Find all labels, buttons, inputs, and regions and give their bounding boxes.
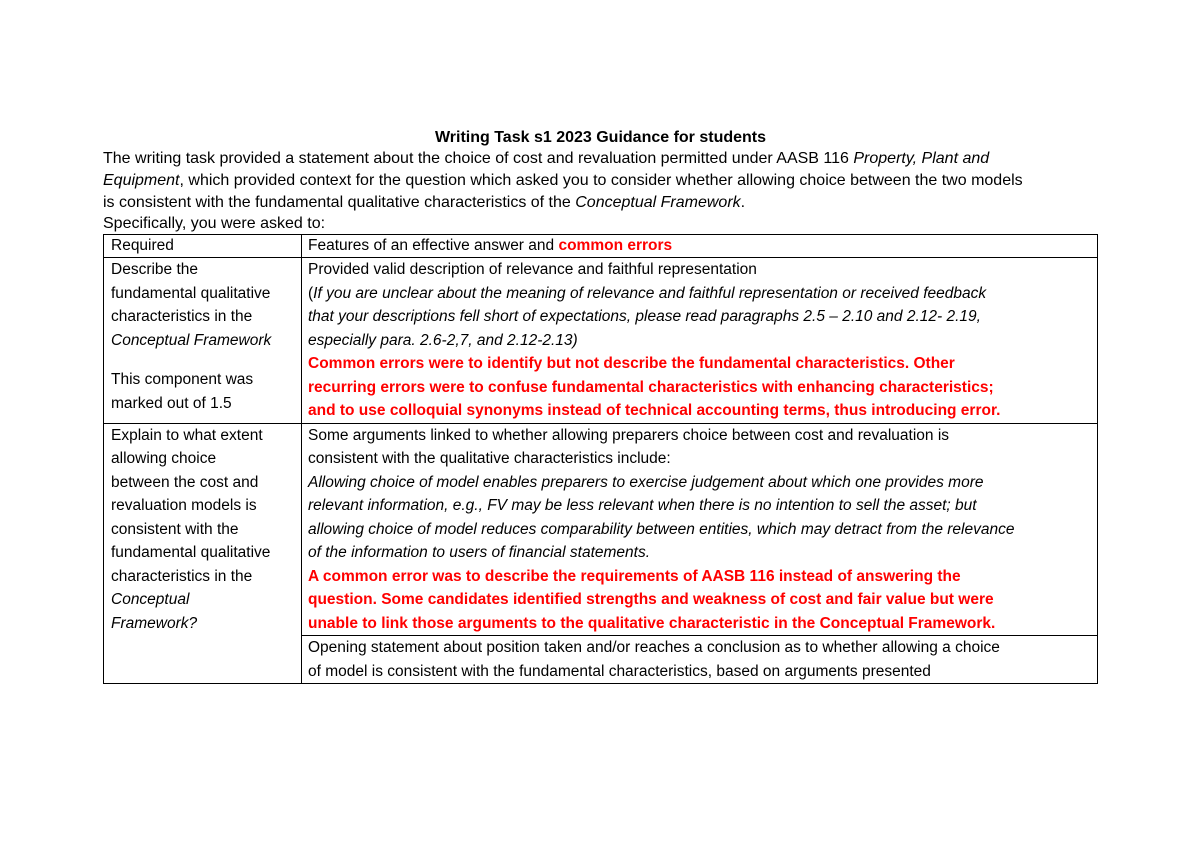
intro-line: is consistent with the fundamental qualitative characteristics of the Conceptual Framework. bbox=[103, 194, 746, 211]
common-error-text: recurring errors were to confuse fundamental characteristics with enhancing characteristics; bbox=[308, 378, 994, 396]
features-cell: Some arguments linked to whether allowing preparers choice between cost and revaluation is consistent with the qualitative characteristics include: Allowing choice of model enables preparers to exercise judgement about which one provides more relevant information, e.g., FV may be less relevant when there is no intention to sell the asset; but allowing choice of model reduces comparability between entities, which may detract from the relevance of the information to users of financial statements. A common error was to describe the requirements of AASB 116 instead of answering the question. Some candidates identified strengths and weakness of cost and fair value but were unable to link those arguments to the qualitative characteristic in the Conceptual Framework. bbox=[302, 423, 1098, 636]
features-cell: Opening statement about position taken and/or reaches a conclusion as to whether allowing a choice of model is consistent with the fundamental characteristics, based on arguments presented bbox=[302, 636, 1098, 684]
common-error-text: and to use colloquial synonyms instead of technical accounting terms, thus introducing error. bbox=[308, 402, 1001, 419]
features-cell: Provided valid description of relevance and faithful representation (If you are unclear about the meaning of relevance and faithful representation or received feedback that your descriptions fell short of expectations, please read paragraphs 2.5 – 2.10 and 2.12- 2.19, especially para. 2.6-2,7, and 2.12-2.13) Common errors were to identify but not describe the fundamental characteristics. Other recurring errors were to confuse fundamental characteristics with enhancing characteristics; and to use colloquial synonyms instead of technical accounting terms, thus introducing error. bbox=[302, 258, 1098, 424]
document-page bbox=[103, 128, 1098, 684]
table-row bbox=[104, 423, 1098, 636]
intro-line: The writing task provided a statement about the choice of cost and revaluation permitted under AASB 116 Property, Plant and bbox=[103, 150, 990, 167]
common-error-text: Common errors were to identify but not describe the fundamental characteristics. Other bbox=[308, 355, 955, 372]
common-error-text: unable to link those arguments to the qualitative characteristic in the Conceptual Framework. bbox=[308, 614, 996, 632]
required-cell: Describe the fundamental qualitative characteristics in the Conceptual Framework This component was marked out of 1.5 bbox=[104, 258, 302, 424]
document-title: Writing Task s1 2023 Guidance for students bbox=[434, 129, 767, 146]
common-error-text: question. Some candidates identified strengths and weakness of cost and fair value but were bbox=[308, 591, 994, 608]
table-header-row bbox=[104, 235, 1098, 258]
header-required: Required bbox=[104, 235, 302, 258]
common-error-text: A common error was to describe the requirements of AASB 116 instead of answering the bbox=[308, 567, 961, 585]
intro-line: Equipment, which provided context for the question which asked you to consider whether allowing choice between the two models bbox=[103, 172, 1023, 189]
intro-paragraph bbox=[103, 148, 1098, 234]
table-row bbox=[104, 258, 1098, 424]
header-features: Features of an effective answer and common errors bbox=[302, 235, 1098, 258]
required-cell: Explain to what extent allowing choice between the cost and revaluation models is consistent with the fundamental qualitative characteristics in the Conceptual Framework? bbox=[104, 423, 302, 684]
guidance-table bbox=[103, 234, 1098, 684]
intro-line: Specifically, you were asked to: bbox=[103, 215, 326, 232]
